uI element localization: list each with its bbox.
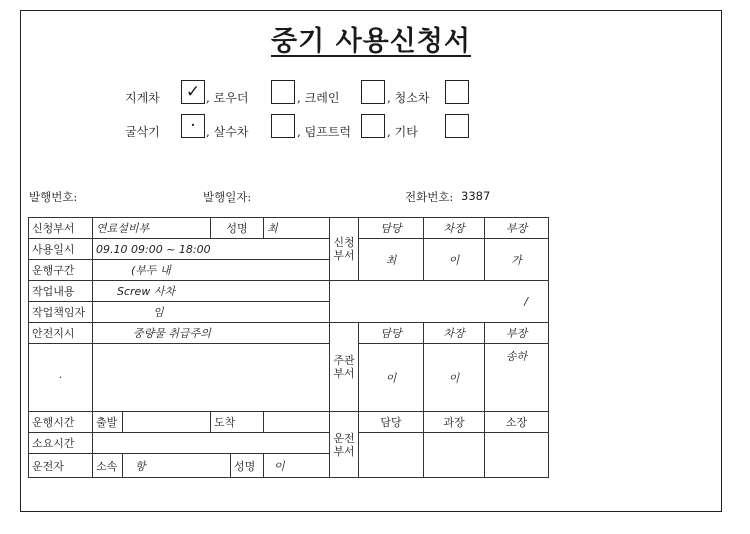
- applicant-sign-2: 이: [424, 239, 485, 281]
- date-value[interactable]: 09.10 09:00 ~ 18:00: [93, 239, 330, 260]
- label-section: 운행구간: [29, 260, 93, 281]
- equipment-label-water-truck: , 살수차: [206, 125, 249, 139]
- equipment-label-sweeper: , 청소차: [387, 91, 430, 105]
- issue-number-label: 발행번호:: [29, 190, 78, 204]
- work-value[interactable]: Screw 사차: [93, 281, 330, 302]
- supervisor-sign-2: 이: [424, 344, 485, 412]
- label-safety: 안전지시: [29, 323, 93, 344]
- equipment-label-excavator: 굴삭기: [125, 125, 160, 139]
- supervisor-head-3: 부장: [485, 323, 549, 344]
- label-dept-name: 성명: [211, 218, 264, 239]
- operator-sign-1: [359, 433, 424, 478]
- label-work: 작업내용: [29, 281, 93, 302]
- equipment-label-other: , 기타: [387, 125, 418, 139]
- safety-value[interactable]: 중량물 취급주의: [93, 323, 330, 344]
- driver-name-value[interactable]: 이: [264, 454, 330, 478]
- supervisor-head-1: 담당: [359, 323, 424, 344]
- arrive-value[interactable]: [264, 412, 330, 433]
- side-supervisor: 주관부서: [330, 323, 359, 412]
- depart-value[interactable]: [123, 412, 211, 433]
- supervisor-sign-3: 송하: [485, 344, 549, 412]
- phone-label: 전화번호:: [405, 190, 454, 204]
- label-runtime: 운행시간: [29, 412, 93, 433]
- operator-head-3: 소장: [485, 412, 549, 433]
- application-table: [28, 217, 549, 478]
- form-sheet: [20, 10, 722, 512]
- checkbox-excavator[interactable]: ·: [181, 114, 205, 138]
- applicant-head-1: 담당: [359, 218, 424, 239]
- checkbox-sweeper[interactable]: [445, 80, 469, 104]
- supervisor-sign-1: 이: [359, 344, 424, 412]
- safety-notes-area[interactable]: [93, 344, 330, 412]
- side-operator: 운전부서: [330, 412, 359, 478]
- equipment-label-crane: , 크레인: [297, 91, 340, 105]
- equipment-label-forklift: 지게차: [125, 91, 160, 105]
- phone-value: 3387: [461, 189, 491, 203]
- label-duration: 소요시간: [29, 433, 93, 454]
- side-applicant: 신청부서: [330, 218, 359, 281]
- duration-value[interactable]: [93, 433, 330, 454]
- applicant-sign-1: 최: [359, 239, 424, 281]
- applicant-extra-mark: /: [330, 281, 549, 323]
- label-depart: 출발: [93, 412, 123, 433]
- checkbox-loader[interactable]: [271, 80, 295, 104]
- dept-name-value[interactable]: 최: [264, 218, 330, 239]
- safety-dot: ·: [29, 344, 93, 412]
- checkbox-water-truck[interactable]: [271, 114, 295, 138]
- issue-date-label: 발행일자:: [203, 190, 252, 204]
- checkbox-forklift[interactable]: ✓: [181, 80, 205, 104]
- label-date: 사용일시: [29, 239, 93, 260]
- applicant-head-2: 차장: [424, 218, 485, 239]
- label-affiliation: 소속: [93, 454, 123, 478]
- operator-head-1: 담당: [359, 412, 424, 433]
- supervisor-head-2: 차장: [424, 323, 485, 344]
- form-title: 중기 사용신청서: [271, 26, 471, 57]
- label-dept: 신청부서: [29, 218, 93, 239]
- operator-sign-3: [485, 433, 549, 478]
- operator-head-2: 과장: [424, 412, 485, 433]
- equipment-label-loader: , 로우더: [206, 91, 249, 105]
- operator-sign-2: [424, 433, 485, 478]
- checkbox-crane[interactable]: [361, 80, 385, 104]
- dept-value[interactable]: 연료설비부: [93, 218, 211, 239]
- section-value[interactable]: (부두 내: [93, 260, 330, 281]
- equipment-label-dump-truck: , 덤프트럭: [297, 125, 351, 139]
- affiliation-value[interactable]: 항: [123, 454, 231, 478]
- label-driver-name: 성명: [231, 454, 264, 478]
- checkbox-dump-truck[interactable]: [361, 114, 385, 138]
- manager-value[interactable]: 임: [93, 302, 330, 323]
- label-manager: 작업책임자: [29, 302, 93, 323]
- label-driver: 운전자: [29, 454, 93, 478]
- applicant-head-3: 부장: [485, 218, 549, 239]
- label-arrive: 도착: [211, 412, 264, 433]
- checkbox-other[interactable]: [445, 114, 469, 138]
- applicant-sign-3: 가: [485, 239, 549, 281]
